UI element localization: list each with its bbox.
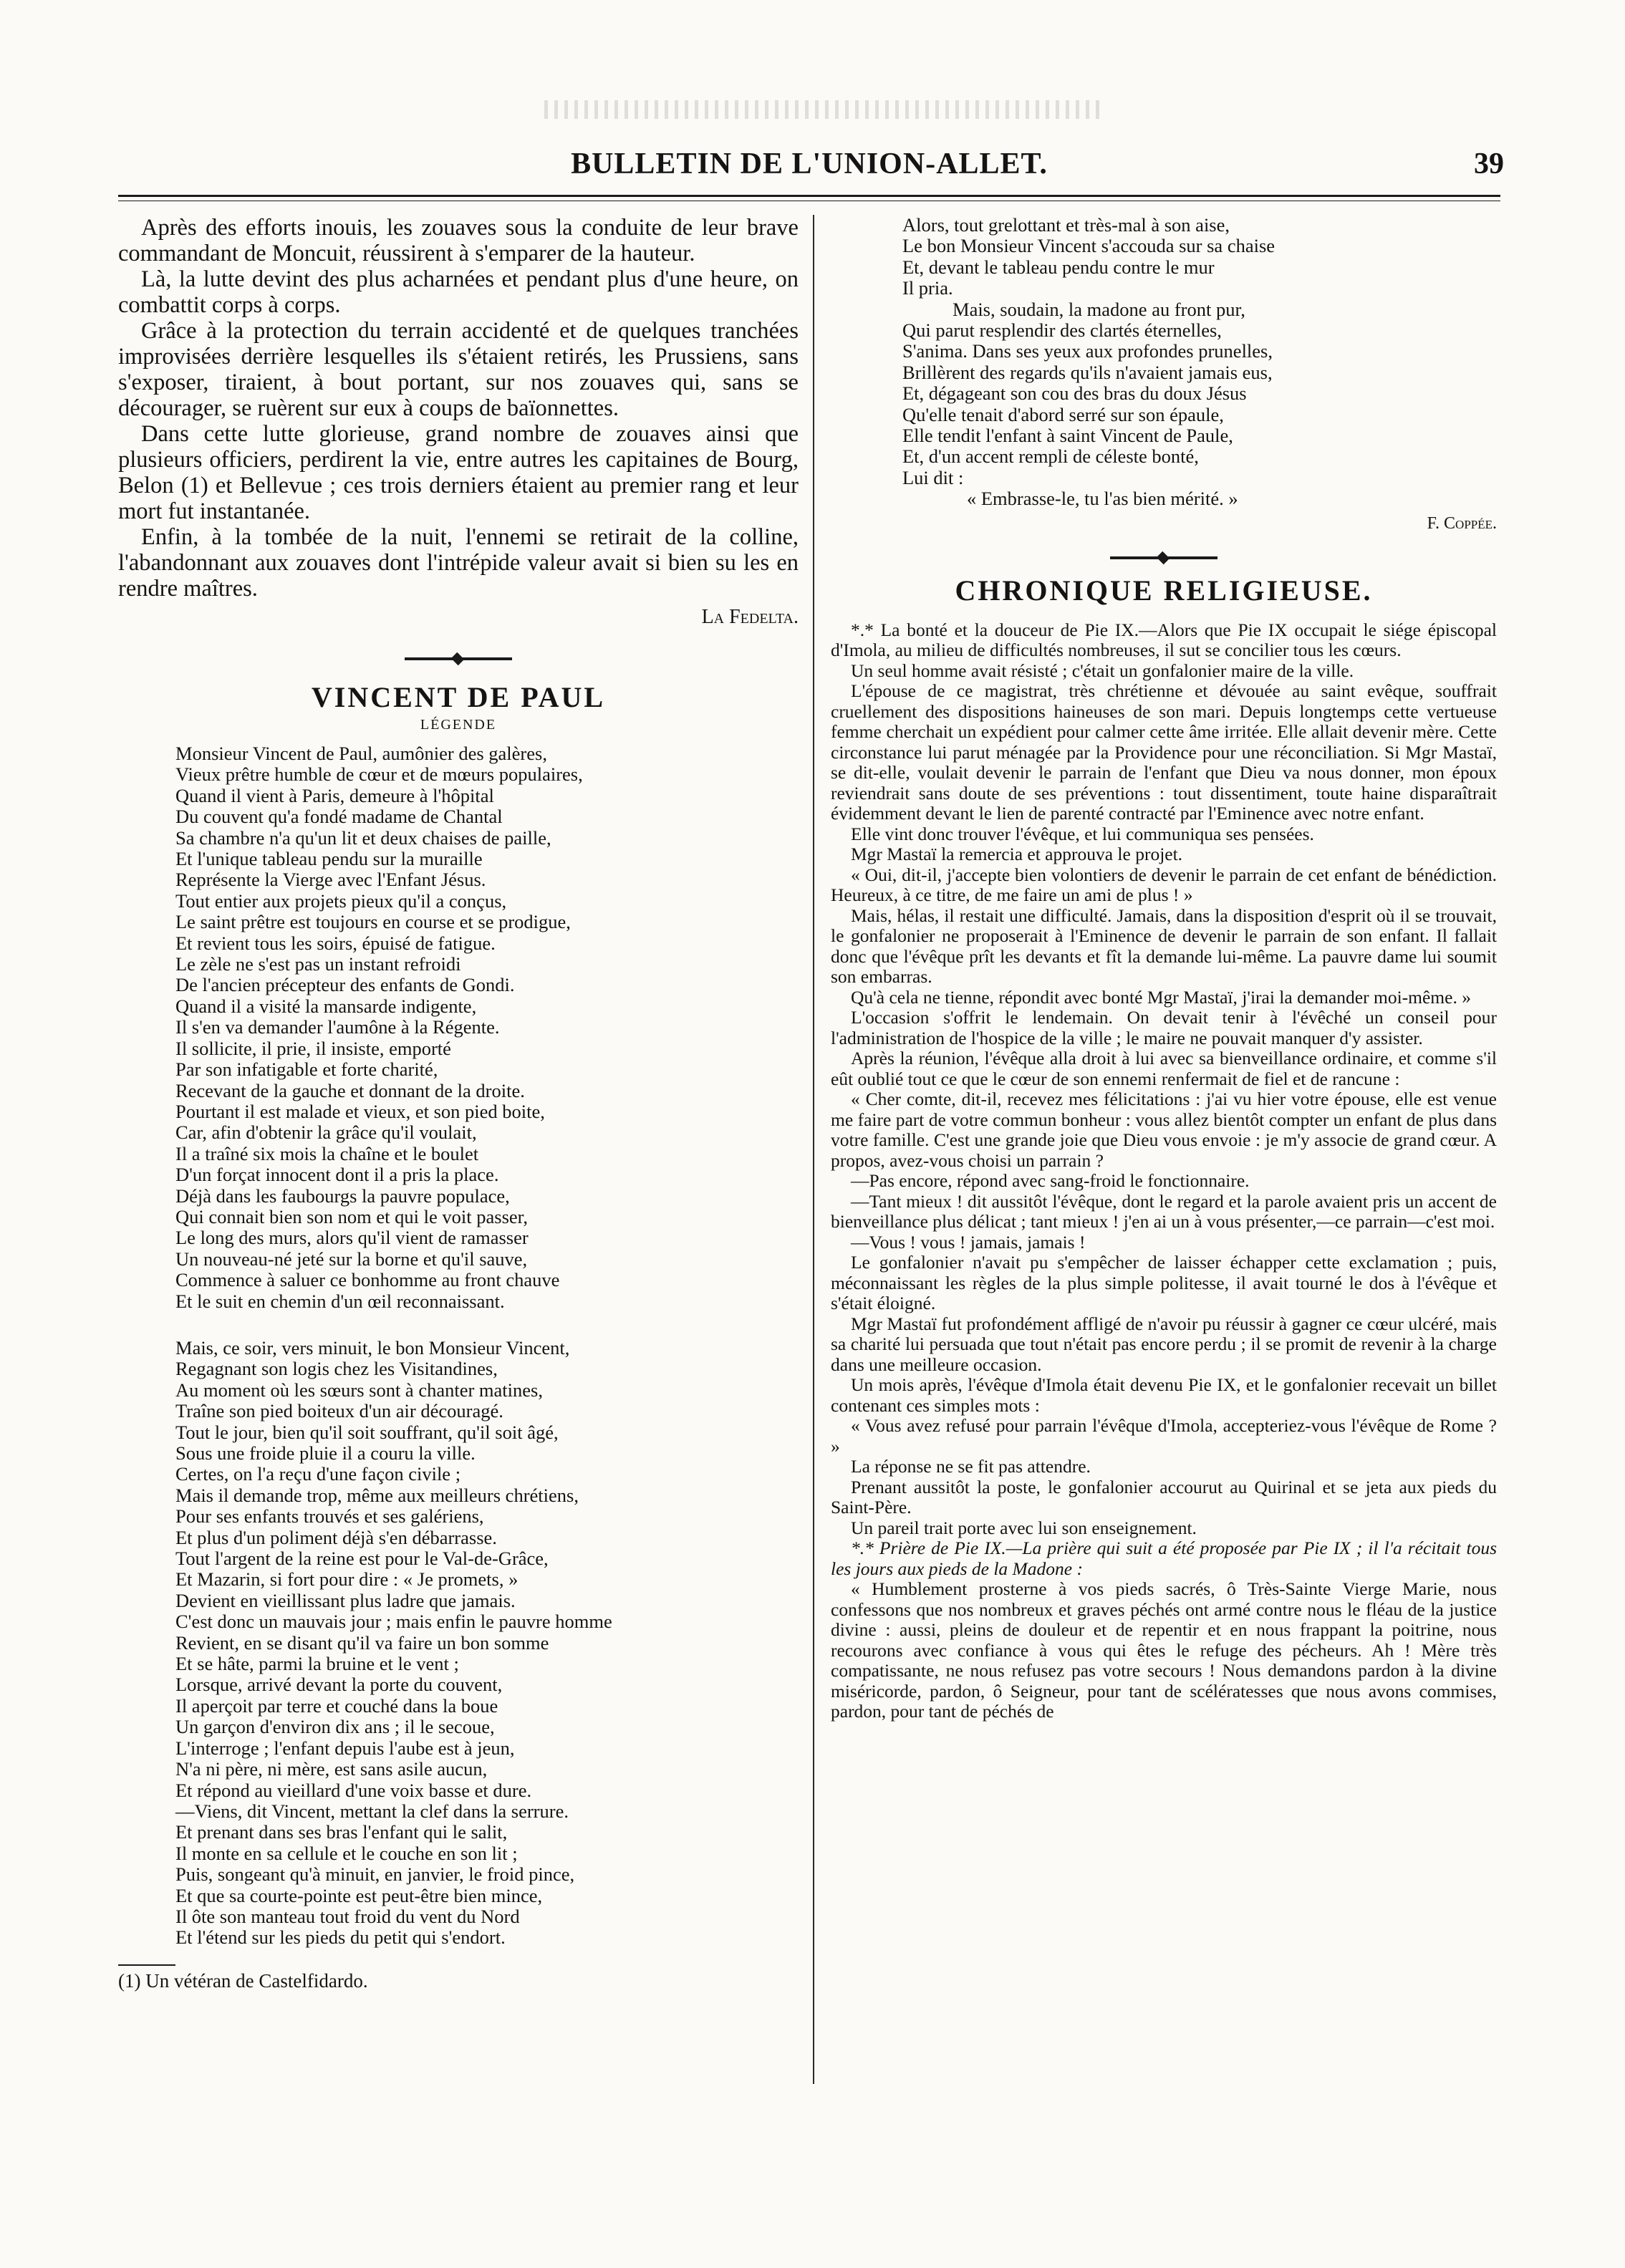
poem-line: Le long des murs, alors qu'il vient de ramasser — [175, 1227, 529, 1249]
poem-line: Commence à saluer ce bonhomme au front chauve — [175, 1269, 560, 1291]
poem-line: Il sollicite, il prie, il insiste, emporté — [175, 1037, 451, 1059]
paragraph: Là, la lutte devint des plus acharnées et pendant plus d'une heure, on combattit corps à corps. — [118, 266, 799, 318]
paragraph: Après la réunion, l'évêque alla droit à lui avec sa bienveillance ordinaire, et comme s'il eût oublié tout ce que le cœur de son ennemi renfermait de fiel et de rancune : — [831, 1048, 1497, 1089]
paragraph: Le gonfalonier n'avait pu s'empêcher de laisser échapper cette exclamation ; puis, méconnaissant les règles de la plus simple politesse, il avait tourné le dos à l'évêque et s'était éloigné. — [831, 1252, 1497, 1314]
poem-line: Par son infatigable et forte charité, — [175, 1058, 438, 1081]
poem-line: Mais, soudain, la madone au front pur, — [953, 298, 1245, 320]
column-divider — [813, 215, 814, 2084]
poem-line: N'a ni père, ni mère, est sans asile aucun, — [175, 1758, 488, 1780]
poem-line: Elle tendit l'enfant à saint Vincent de Paule, — [902, 425, 1233, 447]
poem-line: Puis, songeant qu'à minuit, en janvier, le froid pince, — [175, 1863, 575, 1886]
poem-ending — [831, 215, 1497, 534]
poem-line: Tout le jour, bien qu'il soit souffrant, qu'il soit âgé, — [175, 1421, 559, 1443]
poem-line: Quand il a visité la mansarde indigente, — [175, 995, 477, 1017]
header-rule-top — [118, 195, 1500, 197]
poem-line: Sa chambre n'a qu'un lit et deux chaises de paille, — [175, 826, 551, 849]
article-signature: La Fedelta. — [701, 606, 799, 628]
poem-line: Car, afin d'obtenir la grâce qu'il voulait, — [175, 1121, 477, 1144]
stanza-gap — [118, 1312, 799, 1338]
poem-line: Et, devant le tableau pendu contre le mur — [902, 256, 1215, 278]
paragraph: Elle vint donc trouver l'évêque, et lui communiqua ses pensées. — [851, 823, 1314, 844]
poem-line: Il monte en sa cellule et le couche en son lit ; — [175, 1842, 518, 1864]
poem-line: Revient, en se disant qu'il va faire un bon somme — [175, 1631, 549, 1654]
poem-line: L'interroge ; l'enfant depuis l'aube est à jeun, — [175, 1737, 515, 1759]
poem-line: Et l'unique tableau pendu sur la muraille — [175, 848, 483, 870]
poem-line: D'un forçat innocent dont il a pris la place. — [175, 1164, 499, 1186]
footnote: (1) Un vétéran de Castelfidardo. — [118, 1969, 368, 1992]
poem-line: Et se hâte, parmi la bruine et le vent ; — [175, 1653, 459, 1675]
poem-line: —Viens, dit Vincent, mettant la clef dans la serrure. — [175, 1800, 569, 1822]
poem-line: Et plus d'un poliment déjà s'en débarrasse. — [175, 1526, 497, 1548]
right-column — [831, 215, 1497, 1722]
paragraph: Un seul homme avait résisté ; c'était un gonfalonier maire de la ville. — [851, 660, 1354, 681]
poem-line: Au moment où les sœurs sont à chanter matines, — [175, 1379, 543, 1401]
poem-line: Le zèle ne s'est pas un instant refroidi — [175, 953, 461, 975]
poem-line: Et prenant dans ses bras l'enfant qui le salit, — [175, 1821, 508, 1843]
paragraph: Qu'à cela ne tienne, répondit avec bonté Mgr Mastaï, j'irai la demander moi-même. » — [851, 986, 1471, 1008]
poem-line: Et, d'un accent rempli de céleste bonté, — [902, 445, 1199, 468]
paragraph: Prenant aussitôt la poste, le gonfalonier accourut au Quirinal et se jeta aux pieds du Saint-Père. — [831, 1476, 1497, 1518]
poem-line: Il aperçoit par terre et couché dans la boue — [175, 1694, 498, 1717]
poem-line: S'anima. Dans ses yeux aux profondes prunelles, — [902, 340, 1273, 362]
running-title: BULLETIN DE L'UNION-ALLET. — [571, 148, 1048, 180]
article-zouaves — [118, 215, 799, 629]
left-column — [118, 215, 799, 1992]
poem-line: Il ôte son manteau tout froid du vent du Nord — [175, 1905, 520, 1927]
poem-line: Un garçon d'environ dix ans ; il le secoue, — [175, 1716, 495, 1738]
poem-line: Et, dégageant son cou des bras du doux Jésus — [902, 382, 1247, 405]
poem-line: Et revient tous les soirs, épuisé de fatigue. — [175, 932, 496, 954]
paragraph: *.* Prière de Pie IX.—La prière qui suit a été proposée par Pie IX ; il l'a récitait tous les jours aux pieds de la Madone : — [831, 1538, 1497, 1579]
poem-line: Et le suit en chemin d'un œil reconnaissant. — [175, 1290, 505, 1312]
paragraph: « Vous avez refusé pour parrain l'évêque d'Imola, accepteriez-vous l'évêque de Rome ? » — [831, 1415, 1497, 1457]
poem-line: Sous une froide pluie il a couru la ville. — [175, 1442, 476, 1464]
paragraph: —Vous ! vous ! jamais, jamais ! — [851, 1231, 1086, 1253]
poem-line: Déjà dans les faubourgs la pauvre populace, — [175, 1184, 510, 1207]
poem-line: Le bon Monsieur Vincent s'accouda sur sa chaise — [902, 235, 1276, 257]
paragraph: Mgr Mastaï fut profondément affligé de n'avoir pu réussir à gagner ce cœur ulcéré, mais sa charité lui persuada que tout n'était pas encore perdu ; il se promit de revenir à la charge dans une meilleure occasion. — [831, 1313, 1497, 1375]
poem-subtitle: LÉGENDE — [420, 717, 497, 733]
paragraph: La réponse ne se fit pas attendre. — [851, 1456, 1091, 1477]
paragraph: Enfin, à la tombée de la nuit, l'ennemi se retirait de la colline, l'abandonnant aux zouaves dont l'intrépide valeur avait si bien su les en rendre maîtres. — [118, 524, 799, 602]
section-ornament — [1110, 554, 1217, 562]
poem-line: Et répond au vieillard d'une voix basse et dure. — [175, 1779, 532, 1801]
poem-line: Quand il vient à Paris, demeure à l'hôpital — [175, 784, 494, 806]
poem-line: Qu'elle tenait d'abord serré sur son épaule, — [902, 403, 1224, 425]
poem-line: Il s'en va demander l'aumône à la Régente. — [175, 1016, 500, 1038]
poem-line: Et l'étend sur les pieds du petit qui s'endort. — [175, 1926, 506, 1949]
poem-line: Il a traîné six mois la chaîne et le boulet — [175, 1142, 479, 1164]
poem-line: Regagnant son logis chez les Visitandines, — [175, 1358, 498, 1380]
poem-stanza-2 — [118, 1338, 799, 1949]
poem-line: Traîne son pied boiteux d'un air découragé. — [175, 1400, 503, 1422]
poem-line: Certes, on l'a reçu d'une façon civile ; — [175, 1463, 461, 1485]
paragraph: —Pas encore, répond avec sang-froid le fonctionnaire. — [851, 1170, 1250, 1192]
poem-line: Tout entier aux projets pieux qu'il a conçus, — [175, 889, 507, 912]
poem-line: Recevant de la gauche et donnant de la droite. — [175, 1079, 525, 1101]
poem-line: Qui parut resplendir des clartés éternelles, — [902, 319, 1222, 342]
paragraph: Après des efforts inouis, les zouaves sous la conduite de leur brave commandant de Moncuit, réussirent à s'emparer de la hauteur. — [118, 215, 799, 266]
poem-line: Lorsque, arrivé devant la porte du couvent, — [175, 1674, 503, 1696]
section-title: CHRONIQUE RELIGIEUSE. — [955, 574, 1373, 607]
paragraph: « Cher comte, dit-il, recevez mes félicitations : j'ai vu hier votre épouse, elle est venue me faire part de votre commun bonheur : vous allez bientôt compter un enfant de plus dans votre famille. C'est une grande joie que Dieu vous envoie : je m'y associe de grand cœur. A propos, avez-vous choisi un parrain ? — [831, 1089, 1497, 1171]
poem-line: Pour ses enfants trouvés et ses galériens, — [175, 1505, 484, 1528]
paragraph: Grâce à la protection du terrain accidenté et de quelques tranchées improvisées derrière lesquelles ils s'étaient retirés, les Prussiens, sans s'exposer, tiraient, à bout portant, sur nos zouaves qui, sans se décourager, se ruèrent sur eux à coups de baïonnettes. — [118, 318, 799, 421]
top-ink-smudge — [544, 100, 1103, 119]
poem-stanza-1 — [118, 743, 799, 1312]
paragraph: « Humblement prosterne à vos pieds sacrés, ô Très-Sainte Vierge Marie, nous confessons que nos nombreux et graves péchés ont armé contre nous le fléau de la justice divine : aussi, pleins de douleur et de repentir et en nous frappant la poitrine, nous recourons avec confiance à vous qui êtes le refuge des pécheurs. Ah ! Mère très compatissante, ne nous refusez pas votre secours ! Nous demandons pardon à la divine miséricorde, pardon, ô Seigneur, pour tant de scélératesses que nous avons commises, pardon, pour tant de péchés de — [831, 1578, 1497, 1722]
poem-line: Pourtant il est malade et vieux, et son pied boite, — [175, 1100, 545, 1122]
poem-line: Qui connait bien son nom et qui le voit passer, — [175, 1205, 529, 1227]
chronique-text — [831, 620, 1497, 1722]
poem-signature: F. Coppée. — [1427, 513, 1497, 533]
paragraph: Mgr Mastaï la remercia et approuva le projet. — [851, 844, 1183, 865]
poem-line: Tout l'argent de la reine est pour le Val-de-Grâce, — [175, 1548, 549, 1570]
poem-line: De l'ancien précepteur des enfants de Gondi. — [175, 974, 515, 996]
paragraph: Un mois après, l'évêque d'Imola était devenu Pie IX, et le gonfalonier recevait un billet contenant ces simples mots : — [831, 1374, 1497, 1416]
paragraph: Mais, hélas, il restait une difficulté. Jamais, dans la disposition d'esprit où il se trouvait, le gonfalonier ne proposerait à l'Eminence de devenir le parrain de son enfant. Il fallait donc que l'évêque prît les devants et fît la demande lui-même. La pauvre dame lui soumit son embarras. — [831, 904, 1497, 988]
paragraph: L'occasion s'offrit le lendemain. On devait tenir à l'évêché un conseil pour l'administration de l'hospice de la ville ; le maire ne pouvait manquer d'y assister. — [831, 1007, 1497, 1048]
page-header — [115, 147, 1504, 190]
poem-line: Monsieur Vincent de Paul, aumônier des galères, — [175, 743, 547, 764]
paragraph: Dans cette lutte glorieuse, grand nombre de zouaves ainsi que plusieurs officiers, perdirent la vie, entre autres les capitaines de Bourg, Belon (1) et Bellevue ; ces trois derniers étaient au premier rang et leur mort fut instantanée. — [118, 421, 799, 524]
paragraph: L'épouse de ce magistrat, très chrétienne et dévouée au saint evêque, souffrait cruellement des dispositions haineuses de son mari. Depuis longtemps cette vertueuse femme cherchait un expédient pour calmer cette âme irritée. Elle allait devenir mère. Cette circonstance lui parut ménagée par la Providence pour une réconciliation. Si Mgr Mastaï, se dit-elle, voulait devenir le parrain de l'enfant que Dieu va nous donner, mon époux reviendrait sans doute de ses préventions : tout dissentiment, toute haine disparaîtrait évidemment devant le lien de parenté contracté par l'Eminence avec notre enfant. — [831, 680, 1497, 824]
footnote-rule — [118, 1964, 175, 1966]
paragraph: *.* La bonté et la douceur de Pie IX.—Alors que Pie IX occupait le siége épiscopal d'Imola, au milieu de difficultés nombreuses, il sut se concilier tous les cœurs. — [831, 619, 1497, 661]
poem-line: Le saint prêtre est toujours en course et se prodigue, — [175, 911, 571, 933]
poem-line: Et Mazarin, si fort pour dire : « Je promets, » — [175, 1568, 519, 1591]
page-number: 39 — [1474, 148, 1504, 180]
poem-line: Représente la Vierge avec l'Enfant Jésus. — [175, 869, 486, 891]
poem-line: Un nouveau-né jeté sur la borne et qu'il sauve, — [175, 1248, 528, 1270]
poem-line: Mais il demande trop, même aux meilleurs chrétiens, — [175, 1484, 579, 1506]
poem-line: Et que sa courte-pointe est peut-être bien mince, — [175, 1884, 543, 1906]
poem-line: C'est donc un mauvais jour ; mais enfin le pauvre homme — [175, 1611, 612, 1633]
poem-line: Mais, ce soir, vers minuit, le bon Monsieur Vincent, — [175, 1336, 570, 1359]
paragraph: « Oui, dit-il, j'accepte bien volontiers de devenir le parrain de cet enfant de bénédiction. Heureux, à ce titre, de me faire un ami de plus ! » — [831, 864, 1497, 906]
poem-line: Devient en vieillissant plus ladre que jamais. — [175, 1589, 516, 1611]
poem-line: Il pria. — [902, 277, 953, 299]
poem-line: Lui dit : — [902, 466, 964, 488]
section-ornament — [405, 655, 512, 663]
paragraph: —Tant mieux ! dit aussitôt l'évêque, dont le regard et la parole avaient pris un accent de bienveillance plus délicat ; tant mieux ! j'en ai un à vous présenter,—ce parrain—c'est moi. — [831, 1190, 1497, 1232]
poem-line: Alors, tout grelottant et très-mal à son aise, — [902, 214, 1230, 236]
poem-line: Du couvent qu'a fondé madame de Chantal — [175, 806, 503, 828]
poem-line: Vieux prêtre humble de cœur et de mœurs populaires, — [175, 763, 583, 786]
poem-line: « Embrasse-le, tu l'as bien mérité. » — [967, 488, 1238, 510]
poem-title: VINCENT DE PAUL — [311, 681, 606, 713]
paragraph: Un pareil trait porte avec lui son enseignement. — [851, 1517, 1197, 1538]
poem-line: Brillèrent des regards qu'ils n'avaient jamais eus, — [902, 361, 1273, 383]
